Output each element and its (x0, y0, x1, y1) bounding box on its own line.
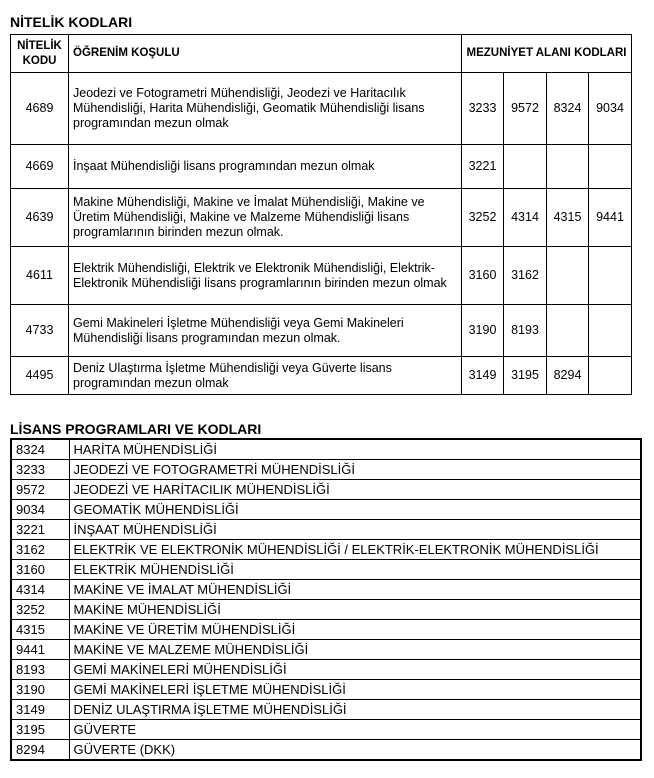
graduation-code (547, 247, 589, 305)
qualification-row (11, 357, 632, 395)
graduation-code (589, 247, 632, 305)
qualification-row (11, 247, 632, 305)
qualification-row (11, 189, 632, 247)
education-condition: Makine Mühendisliği, Makine ve İmalat Mühendisliği, Makine ve Üretim Mühendisliği, Makine ve Malzeme Mühendisliği lisans programlarının birinden mezun olmak. (69, 189, 462, 247)
qualification-row (11, 145, 632, 189)
programs-table (10, 438, 642, 761)
program-code: 3190 (11, 680, 69, 700)
qualification-row (11, 73, 632, 145)
program-rows (11, 439, 641, 760)
program-name: GEMİ MAKİNELERİ İŞLETME MÜHENDİSLİĞİ (69, 680, 641, 700)
graduation-code: 8193 (504, 305, 547, 357)
program-row (11, 740, 641, 761)
program-name: İNŞAAT MÜHENDİSLİĞİ (69, 520, 641, 540)
program-name: MAKİNE VE MALZEME MÜHENDİSLİĞİ (69, 640, 641, 660)
program-row (11, 720, 641, 740)
program-code: 4314 (11, 580, 69, 600)
graduation-code: 3252 (462, 189, 504, 247)
graduation-code (504, 145, 547, 189)
graduation-code: 3190 (462, 305, 504, 357)
graduation-code (547, 305, 589, 357)
program-name: GÜVERTE (DKK) (69, 740, 641, 761)
program-name: GEOMATİK MÜHENDİSLİĞİ (69, 500, 641, 520)
program-row (11, 640, 641, 660)
graduation-code (589, 305, 632, 357)
graduation-code: 4315 (547, 189, 589, 247)
program-code: 8193 (11, 660, 69, 680)
program-row (11, 480, 641, 500)
program-name: GEMİ MAKİNELERİ MÜHENDİSLİĞİ (69, 660, 641, 680)
program-code: 9034 (11, 500, 69, 520)
header-education-condition: ÖĞRENİM KOŞULU (69, 35, 462, 73)
program-row (11, 540, 641, 560)
program-code: 4315 (11, 620, 69, 640)
program-name: MAKİNE MÜHENDİSLİĞİ (69, 600, 641, 620)
header-graduation-codes: MEZUNİYET ALANI KODLARI (462, 35, 632, 73)
graduation-code: 3149 (462, 357, 504, 395)
program-name: MAKİNE VE ÜRETİM MÜHENDİSLİĞİ (69, 620, 641, 640)
graduation-code: 9034 (589, 73, 632, 145)
program-code: 9572 (11, 480, 69, 500)
graduation-code: 3221 (462, 145, 504, 189)
qualification-row (11, 305, 632, 357)
qualification-codes-title: NİTELİK KODLARI (10, 14, 133, 30)
graduation-code: 9572 (504, 73, 547, 145)
program-row (11, 620, 641, 640)
graduation-code: 3160 (462, 247, 504, 305)
qualification-code: 4495 (11, 357, 69, 395)
qualification-code: 4611 (11, 247, 69, 305)
program-code: 9441 (11, 640, 69, 660)
graduation-code (589, 145, 632, 189)
education-condition: İnşaat Mühendisliği lisans programından mezun olmak (69, 145, 462, 189)
graduation-code: 4314 (504, 189, 547, 247)
program-name: JEODEZİ VE FOTOGRAMETRİ MÜHENDİSLİĞİ (69, 460, 641, 480)
program-row (11, 700, 641, 720)
program-row (11, 600, 641, 620)
program-row (11, 660, 641, 680)
program-row (11, 500, 641, 520)
program-code: 3162 (11, 540, 69, 560)
education-condition: Elektrik Mühendisliği, Elektrik ve Elektronik Mühendisliği, Elektrik-Elektronik Mühendisliği lisans programlarının birinden mezun olmak (69, 247, 462, 305)
education-condition: Deniz Ulaştırma İşletme Mühendisliği veya Güverte lisans programından mezun olmak (69, 357, 462, 395)
graduation-code: 8324 (547, 73, 589, 145)
program-code: 3221 (11, 520, 69, 540)
program-code: 8324 (11, 439, 69, 460)
qualification-rows (11, 73, 632, 395)
program-row (11, 680, 641, 700)
graduation-code (589, 357, 632, 395)
graduation-code: 3162 (504, 247, 547, 305)
program-code: 3149 (11, 700, 69, 720)
program-name: DENİZ ULAŞTIRMA İŞLETME MÜHENDİSLİĞİ (69, 700, 641, 720)
education-condition: Gemi Makineleri İşletme Mühendisliği veya Gemi Makineleri Mühendisliği lisans programından mezun olmak. (69, 305, 462, 357)
program-code: 3160 (11, 560, 69, 580)
program-name: ELEKTRİK MÜHENDİSLİĞİ (69, 560, 641, 580)
program-code: 3195 (11, 720, 69, 740)
qualification-code: 4733 (11, 305, 69, 357)
graduation-code: 3195 (504, 357, 547, 395)
qualification-code: 4689 (11, 73, 69, 145)
graduation-code: 8294 (547, 357, 589, 395)
program-row (11, 460, 641, 480)
program-name: ELEKTRİK VE ELEKTRONİK MÜHENDİSLİĞİ / ELEKTRİK-ELEKTRONİK MÜHENDİSLİĞİ (69, 540, 641, 560)
programs-title: LİSANS PROGRAMLARI VE KODLARI (10, 421, 262, 437)
header-qualification-code: NİTELİK KODU (11, 35, 69, 73)
program-code: 3252 (11, 600, 69, 620)
program-name: JEODEZİ VE HARİTACILIK MÜHENDİSLİĞİ (69, 480, 641, 500)
program-name: MAKİNE VE İMALAT MÜHENDİSLİĞİ (69, 580, 641, 600)
program-row (11, 439, 641, 460)
education-condition: Jeodezi ve Fotogrametri Mühendisliği, Jeodezi ve Haritacılık Mühendisliği, Harita Mühendisliği, Geomatik Mühendisliği lisans programından mezun olmak (69, 73, 462, 145)
qualification-code: 4639 (11, 189, 69, 247)
qualification-code: 4669 (11, 145, 69, 189)
program-name: HARİTA MÜHENDİSLİĞİ (69, 439, 641, 460)
program-code: 8294 (11, 740, 69, 761)
program-row (11, 580, 641, 600)
program-name: GÜVERTE (69, 720, 641, 740)
graduation-code: 3233 (462, 73, 504, 145)
graduation-code: 9441 (589, 189, 632, 247)
graduation-code (547, 145, 589, 189)
program-row (11, 520, 641, 540)
qualification-codes-table (10, 34, 632, 395)
program-code: 3233 (11, 460, 69, 480)
program-row (11, 560, 641, 580)
